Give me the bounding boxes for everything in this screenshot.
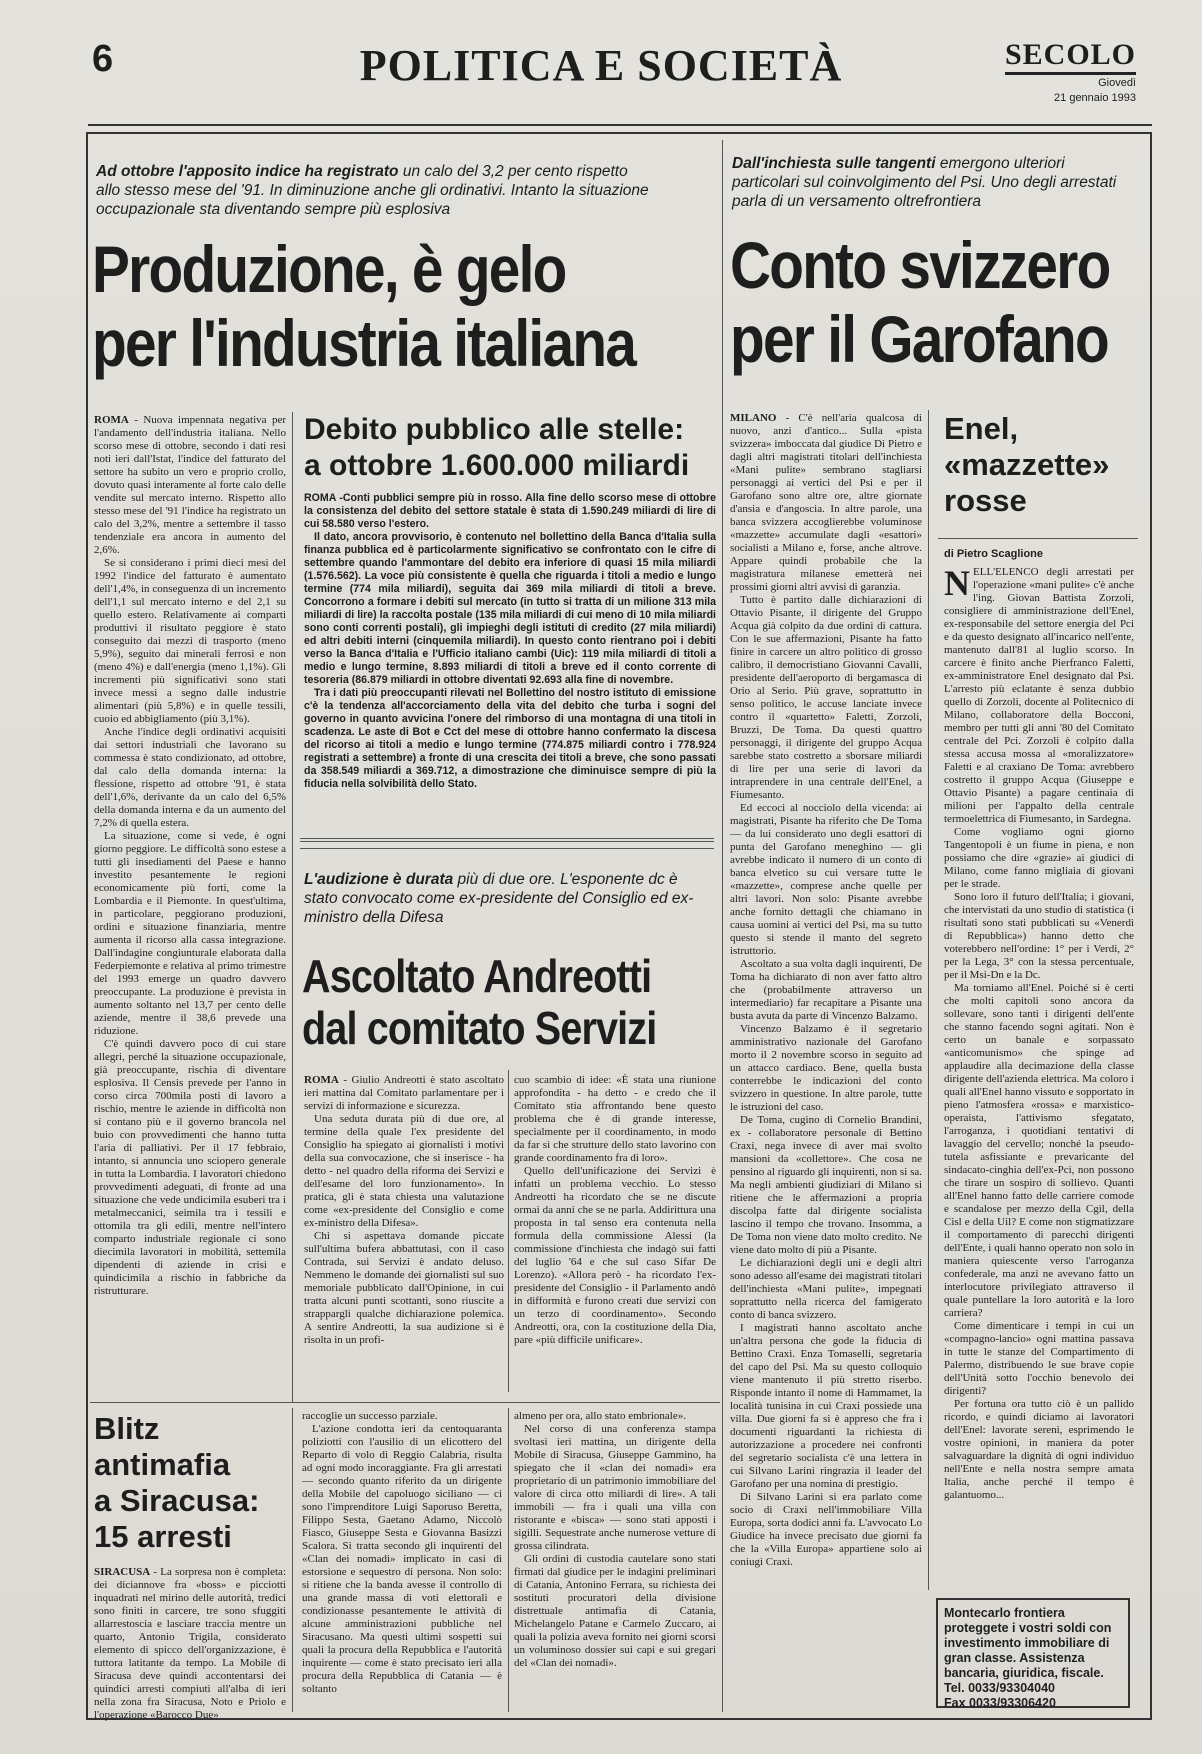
blitz-body-col2: raccoglie un successo parziale. L'azione condotta ieri da centoquaranta poliziotti con l'ausilio di un elicottero del Reparto di volo di Reggio Calabria, risulta ad ogni modo incoraggiante. Fra gli arrestati — secondo quanto riferito da un dirigente della Mobile del capoluogo siciliano — ci sono l'imprenditore Luigi Saporuso Beretta, Filippo Sesta, Gaetano Adamo, Niccolò Fiasco, Giuseppe Sesta e Giovanna Basizzi Scalora. Si tratta secondo gli inquirenti del «Clan dei nomadi» implicato in casi di estorsione e sequestro di persona. Non solo: si ritiene che la banda avesse il controllo di una grande massa di voti elettorali e condizionasse pesantemente le attività di alcune amministrazioni pubbliche nel Siracusano. Ma questi ultimi sospetti sui quali la procura della Repubblica e l'autorità inquirente — come è stato precisato ieri alla procura della Repubblica di Catania — è soltanto [302,1410,502,1695]
swiss-kicker: Dall'inchiesta sulle tangenti emergono ulteriori particolari sul coinvolgimento del Psi. Uno degli arrestati parla di un versamento oltrefrontiera [732,155,1117,210]
ad-text: Montecarlo frontiera proteggete i vostri soldi con investimento immobiliare di gran classe. Assistenza bancaria, giuridica, fiscale. [944,1606,1112,1680]
divider-main [722,140,723,1712]
enel-dropcap: N [944,563,970,603]
production-dateline: ROMA [94,414,129,426]
swiss-headline-line2: per il Garofano [730,302,1108,376]
enel-headline-line1: Enel, [944,411,1019,446]
enel-headline-line3: rosse [944,483,1027,518]
divider-blitz-2 [508,1408,509,1712]
swiss-dateline: MILANO [730,412,777,424]
production-headline-line1: Produzione, è gelo [92,232,566,306]
andreotti-headline-line2: dal comitato Servizi [302,1002,657,1054]
montecarlo-ad [936,1598,1130,1708]
andreotti-body-col2: cuo scambio di idee: «È stata una riunione approfondita - ha detto - e credo che il Comitato stia affrontando bene questo problema che è di grande interesse, specialmente per il coordinamento, in modo da far sì che strutture dello stato lavorino con grande coordinamento fra di loro». Quello dell'unificazione dei Servizi è infatti un problema vecchio. Lo stesso Andreotti ha ricordato che se ne discute ormai da anni che se ne parla. Addirittura una proposta in tal senso era contenuta nella formula della commissione Alessi (la commissione d'inchiesta che indagò sui fatti del luglio '64 e che sul caso Sifar De Lorenzo). «Allora però - ha ricordato l'ex-presidente del Consiglio - il Parlamento andò in difformità e furono creati due servizi con un terzo di coordinamento». Secondo Andreotti, ora, con la costituzione della Dia, pare «più difficile unificare». [514,1074,716,1346]
issue-day: Giovedì [1098,77,1136,89]
blitz-headline-line2: antimafia [94,1447,231,1482]
production-headline-line2: per l'industria italiana [92,306,636,380]
andreotti-dateline: ROMA [304,1074,339,1086]
page-number: 6 [92,38,114,80]
debt-body: ROMA -Conti pubblici sempre più in rosso. Alla fine dello scorso mese di ottobre la consistenza del debito del settore statale è stata di 1.590.249 miliardi di lire di cui 58.580 verso l'estero. Il dato, ancora provvisorio, è contenuto nel bollettino della Banca d'Italia sulla finanza pubblica ed è particolarmente significativo se confrontato con le cifre di settembre quando l'ammontare del debito era inferiore di quasi 15 mila miliardi (1.576.562). La voce più consistente è quella che riguarda i titoli a medio e lungo termine (774 mila miliardi), seguita dai 369 mila miliardi di titoli a breve. Concorrono a formare i debiti sul mercato (in tutto si tratta di un milione 313 mila miliardi di lire) la raccolta postale (135 mila miliardi di cui meno di 10 mila miliardi sono conti correnti postali), gli impieghi degli istituti di credito (27 mila miliardi) ed altri debiti interni (cinquemila miliardi). In questo conto rientrano poi i debiti verso la Banca d'Italia e l'Ufficio italiano cambi (Uic): 119 mila miliardi di titoli a medio e lungo termine, 8.893 miliardi di titoli a breve ed il conto corrente di tesoreria (86.879 miliardi in ottobre diventati 92.693 alla fine di novembre. Tra i dati più preoccupanti rilevati nel Bollettino del nostro istituto di emissione c'è la tendenza all'accorciamento della vita del debito che turba i sogni del governo in quanto avvicina l'onere del rimborso di una montagna di una titoli in scadenza. Le aste di Bot e Cct del mese di ottobre hanno confermato la discesa del ricorso ai titoli a medio e lungo termine (774.875 miliardi contro i 778.924 registrati a settembre) a fronte di una crescita dei titoli a breve, che sono passati da 358.549 miliardi a 369.712, a dimostrazione che diminuisce sempre di più la fiducia nella solvibilità dello Stato. [304,492,716,790]
blitz-body-col1: SIRACUSA - La sorpresa non è completa: dei diciannove fra «boss» e picciotti inquadrati nel mirino delle autorità, tredici sono finiti in carcere, tre sono sfuggiti allarrestoscia e lasciare traccia mentre un quarto, Antonio Trigila, considerato elemento di spicco dell'organizzazione, è tuttora latitante da tempo. La Mobile di Siracusa deve quindi accontentarsi dei quindici arresti compiuti all'alba di ieri nella zona fra Siracusa, Noto e Priolo e l'operazione «Barocco Due» [94,1566,286,1721]
divider-debt-andreotti [300,838,714,842]
ad-fax: Fax 0033/93306420 [944,1696,1056,1710]
swiss-headline-line1: Conto svizzero [730,228,1110,302]
divider-debt-andreotti-2 [300,848,714,849]
newspaper-logo [1005,38,1136,105]
production-body: ROMA - Nuova impennata negativa per l'andamento dell'industria italiana. Nello scorso mese di ottobre, secondo i dati resi noti ieri dall'Istat, l'indice del fatturato del settore ha subito un vero e proprio crollo, dovuto quasi interamente al forte calo delle vendite sul mercato interno. Rispetto allo stesso mese del '91 l'indice ha registrato un calo del 3,2%, mentre a settembre il tasso tendenziale era ancora in aumento del 2,6%. Se si considerano i primi dieci mesi del 1992 l'indice del fatturato è aumentato dell'1,4%, in conseguenza di un incremento dell'1,1 sul mercato interno e del 2,1 su quello estero. Relativamente ai comparti produttivi il risultato peggiore è stato conseguito dai mezzi di trasporto (meno 5,9%), seguito dai minerali ferrosi e non (meno 4%) e dall'energia (meno 1,1%). Gli incrementi più significativi sono stati invece messi a segno dalle industrie alimentari (più 5,8%) e in quelle tessili, cuoio ed abbigliamento (più 3,1%). Anche l'indice degli ordinativi acquisiti dai settori industriali che lavorano su commessa è stato condizionato, ad ottobre, dal calo della domanda interna: la flessione, rispetto ad ottobre '91, è stata dell'1,6%, derivante da un calo del 6,5% della domanda interna e da un aumento del 7,2% di quella estera. La situazione, come si vede, è ogni giorno peggiore. Le difficoltà sono estese a tutti gli insediamenti del Paese e hanno investito pesantemente le regioni economicamente più forti, come la Lombardia e il Piemonte. In quest'ultima, in particolare, peggiorano produzioni, ordini e situazione finanziaria, mentre aumenta il ricorso alla cassa integrazione. Dall'indagine congiunturale elaborata dalla Federpiemonte e relativa al primo trimestre del 1993 emerge un quadro davvero preoccupante. La produzione è prevista in aumento soltanto nel 13,7 per cento delle aziende, mentre il 38,6 prevede una riduzione. C'è quindi davvero poco di cui stare allegri, perché la situazione occupazionale, già preoccupante, rischia di diventare esplosiva. Il Censis prevede per l'anno in corso circa 700mila posti di lavoro a rischio, mentre le aziende in difficoltà non si contano più e il governo brancola nel buio con provvedimenti che hanno tutta l'aria di palliativi. Per il 17 febbraio, intanto, si annuncia uno sciopero generale in tutta la Lombardia. I lavoratori chiedono provvedimenti adeguati, di fronte ad una situazione che vede undicimila esuberi tra i metalmeccanici, seimila tra i tessili e ottomila tra gli edili, mentre nell'intero comparto industriale regionale ci sono diecimila lavoratori in mobilità, settemila dipendenti di aziende in crisi e quindicimila a rischio in fabbriche da ristrutturare. [94,414,286,1297]
divider-blitz-1 [292,1408,293,1712]
divider-blitz [90,1402,720,1403]
blitz-headline-line3: a Siracusa: [94,1483,260,1518]
debt-dateline: ROMA [304,492,336,504]
divider-prod [292,412,293,1402]
divider-enel-byline [938,538,1138,539]
andreotti-body-col1: ROMA - Giulio Andreotti è stato ascoltato ieri mattina dal Comitato parlamentare per i servizi di informazione e sicurezza. Una seduta durata più di due ore, al termine della quale l'ex presidente del Consiglio ha spiegato ai giornalisti i motivi della sua convocazione, che si inserisce - ha detto - nel quadro della riforma dei Servizi e dell'esame del loro funzionamento». In pratica, gli è stata chiesta una valutazione come «ex-presidente del Consiglio e come ex-ministro della Difesa». Chi si aspettava domande piccate sull'ultima bufera abbattutasi, con il caso Contrada, sui Servizi è andato deluso. Nemmeno le domande dei giornalisti sul suo memoriale pubblicato dall'Opinione, in cui tratta alcuni punti scottanti, sono riuscite a strappargli qualche dichiarazione polemica. A sentire Andreotti, la sua audizione si è risolta in un profi- [304,1074,504,1346]
swiss-body: MILANO - C'è nell'aria qualcosa di nuovo, anzi d'antico... Sulla «pista svizzera» imboccata dal giudice Di Pietro e dagli altri magistrati titolari dell'inchiesta «Mani pulite» sembrano stagliarsi personaggi ai vertici del Psi e per il Garofano sono altre ore, altre giornate d'ansia e d'angoscia. In altre parole, una banca svizzera accoglierebbe voluminose «mazzette» accumulate dagli «esattori» socialisti a Milano e, forse, anche altrove. Appare quindi probabile che la magistratura milanese emetterà nei prossimi giorni altri avvisi di garanzia. Tutto è partito dalle dichiarazioni di Ottavio Pisante, il dirigente del Gruppo Acqua già colpito da due ordini di cattura. Con le sue affermazioni, Pisante ha fatto finire in carcere un altro politico di grosso calibro, il democristiano Giovanni Cavalli, presidente dell'aeroporto di bergamasca di Orio al Serio. Più grave, soprattutto in senso politico, le accuse lanciate invece contro il «quartetto» Faletti, Zorzoli, Bruzzi, De Toma. Da questi quattro personaggi, il dirigente del gruppo Acqua sarebbe stato costretto a sborsare miliardi di lire per una serie di lavori da intraprendere in una centrale dell'Enel, a Fiumesanto. Ed eccoci al nocciolo della vicenda: ai magistrati, Pisante ha riferito che De Toma — da lui considerato uno degli esattori di punta del Garofano meneghino — gli avrebbe indicato il numero di un conto di banca elvetico su cui versare tutte le «mazzette», comprese anche quelle per altri lavori. Non solo: Pisante avrebbe anche fornito dettagli che chiamano in causa uomini ai vertici del Psi, ma su tutto questo si stende il manto del segreto istruttorio. Ascoltato a sua volta dagli inquirenti, De Toma ha dichiarato di non aver fatto altro che (probabilmente attraverso un intermediario) far recapitare a Pisante una busta avuta da parte di Vincenzo Balzamo. Vincenzo Balzamo è il segretario amministrativo nazionale del Garofano morto il 2 novembre scorso in seguito ad un attacco cardiaco. Bene, quella busta conterrebbe le indicazioni del conto svizzero in questione. In altre parole, tutte le istruzioni del caso. De Toma, cugino di Cornelio Brandini, ex - collaboratore personale di Bettino Craxi, nega invece di aver mai svolto mansioni da «collettore». Che cosa ne pensino al riguardo gli inquirenti, non si sa. Ma negli ambienti giudiziari di Milano si ritiene che le affermazioni a propria discolpa fatte dal dirigente socialista lascino il tempo che trovano. Insomma, a De Toma non viene dato molto credito. Ne viene dato molto di più a Pisante. Le dichiarazioni degli uni e degli altri sono adesso all'esame dei magistrati titolari dell'inchiesta «Mani pulite», impegnati soprattutto nella ricerca del famigerato conto di banca svizzero. I magistrati hanno ascoltato anche un'altra persona che gode la fiducia di Bettino Craxi. Enza Tomaselli, segretaria del capo del Psi. Ma su questo colloquio viene mantenuto il più stretto riserbo. Risponde intanto il nome di Hammamet, la località tunisina in cui Craxi possiede una villa. Due giorni fa si è appreso che fra i documenti riguardanti la richiesta di autorizzazione a procedere nei confronti del segretario socialista c'è una lettera in cui Silvano Larini ringrazia il leader del Garofano per una nomina di prestigio. Di Silvano Larini si era parlato come socio di Craxi nell'immobiliare Villa Europa, sorta dodici anni fa. L'avvocato Lo Giudice ha invece precisato due giorni fa che la «Villa Europa» appartiene solo ai coniugi Craxi. [730,412,922,1568]
andreotti-headline-line1: Ascoltato Andreotti [302,950,652,1002]
issue-date: 21 gennaio 1993 [1054,92,1136,104]
blitz-body-col3: almeno per ora, allo stato embrionale». Nel corso di una conferenza stampa svoltasi ieri mattina, un dirigente della Mobile di Siracusa, Giuseppe Gammino, ha spiegato che il «clan dei nomadi» era proprietario di un patrimonio immobiliare del valore di circa otto miliardi di lire». A tali immobili — fra i quali una villa con ristorante e «bisca» — sono stati apposti i sigilli. Sequestrate anche numerose vetture di grossa cilindrata. Gli ordini di custodia cautelare sono stati firmati dal giudice per le indagini preliminari di Catania, Antonino Ferrara, su richiesta dei sostituti procuratori della divisione distrettuale antimafia di Catania, Michelangelo Patane e Carmelo Zuccaro, ai quali la polizia aveva fornito nei giorni scorsi un voluminoso dossier sui capi e sui gregari del «Clan dei nomadi». [514,1410,716,1669]
blitz-headline-line4: 15 arresti [94,1519,232,1554]
top-rule [88,124,1152,126]
divider-enel [928,410,929,1590]
production-kicker: Ad ottobre l'apposito indice ha registrato un calo del 3,2 per cento rispetto allo stesso mese del '91. In diminuzione anche gli ordinativi. Intanto la situazione occupazionale sta diventando sempre più esplosiva [96,163,649,218]
section-title: POLITICA E SOCIETÀ [359,41,843,90]
blitz-headline-line1: Blitz [94,1411,160,1446]
andreotti-kicker: L'audizione è durata più di due ore. L'esponente dc è stato convocato come ex-presidente del Consiglio ed ex-ministro della Difesa [304,871,694,926]
enel-body: NELL'ELENCO degli arrestati per l'operazione «mani pulite» c'è anche l'ing. Giovan Battista Zorzoli, consigliere di amministrazione dell'Enel, ex-responsabile del settore energia del Pci e da questo designato all'incarico nell'ente, mantenuto dall'81 al luglio scorso. In carcere è finito anche Pierfranco Faletti, ex-amministratore Enel designato dal Psi. L'arresto più eclatante è senza dubbio quello di Zorzoli, docente al Politecnico di Milano, collaboratore della Bocconi, membro per tutti gli anni '80 del Comitato centrale del Pci. Zorzoli è colpito dalla stessa accusa mossa al «moralizzatore» Faletti e al craxiano De Toma: avrebbero costretto il gruppo Acqua (Giuseppe e Ottavio Pisante) a pagare centinaia di milioni per l'appalto della centrale termoelettrica di Fiumesanto, in Sardegna. Come vogliamo ogni giorno Tangentopoli è un fiume in piena, e non possiamo che dire «grazie» ai giudici di Milano, come fanno migliaia di giovani per le strade. Sono loro il futuro dell'Italia; i giovani, che intervistati da uno studio di statistica (i risultati sono stati pubblicati su «Venerdì di Repubblica») hanno detto che voterebbero nell'ordine: 1° per i Verdi, 2° per la Lega, 3° con la stessa percentuale, per il Msi-Dn e la Dc. Ma torniamo all'Enel. Poiché si è certi che molti capitoli sono ancora da sollevare, sono tanti i dirigenti dell'ente che stanno facendo sogni agitati. Non è certo un banale e sorpassato «anticomunismo» che spinge ad applaudire alla decimazione della classe dirigente dell'azienda elettrica. Ma coloro i quali all'Enel hanno vissuto e sopportato in pieno l'atmosfera «rossa» e marxistico-operaista, l'attivismo sfegatato, l'arroganza, i quotidiani tentativi di lavaggio del cervello; nonché la pseudo-tutela asfissiante e prevaricante del sindacato-cinghia dell'ex-Pci, non possono che tirare un sospiro di sollievo. Quanti all'Enel hanno fatto delle carriere comode e scandalose per mezzo della Cgil, della Cisl e della Uil? E come non stigmatizzare il comportamento di parecchi dirigenti dell'Ente, i quali hanno operato non solo in maniera quiescente verso l'arroganza confederale, ma anzi ne avevano fatto un interlocutore privilegiato attraverso il quale puntellare la loro autorità e la loro carriera? Come dimenticare i tempi in cui un «compagno-lancio» ogni mattina passava in tutte le stanze del Compartimento di Palermo, distribuendo le sue brave copie dell'Unità sotto l'occhio benevolo dei dirigenti? Per fortuna ora tutto ciò è un pallido ricordo, e quindi diciamo ai lavoratori dell'Enel: lavorate sereni, esprimendo le vostre opinioni, in maniera da poter salvaguardare la dignità di ogni individuo nell'Ente e nella nostra sempre amata Italia, anche perché il tempo è galantuomo... [944,563,1134,1501]
enel-byline: di Pietro Scaglione [944,548,1044,560]
enel-headline-line2: «mazzette» [944,447,1110,482]
ad-phone: Tel. 0033/93304040 [944,1681,1055,1695]
blitz-dateline: SIRACUSA [94,1566,151,1578]
debt-headline-line2: a ottobre 1.600.000 miliardi [304,449,690,482]
logo-word: SECOLO [1005,38,1136,75]
divider-andreotti-cols [508,1070,509,1392]
debt-headline-line1: Debito pubblico alle stelle: [304,413,685,446]
